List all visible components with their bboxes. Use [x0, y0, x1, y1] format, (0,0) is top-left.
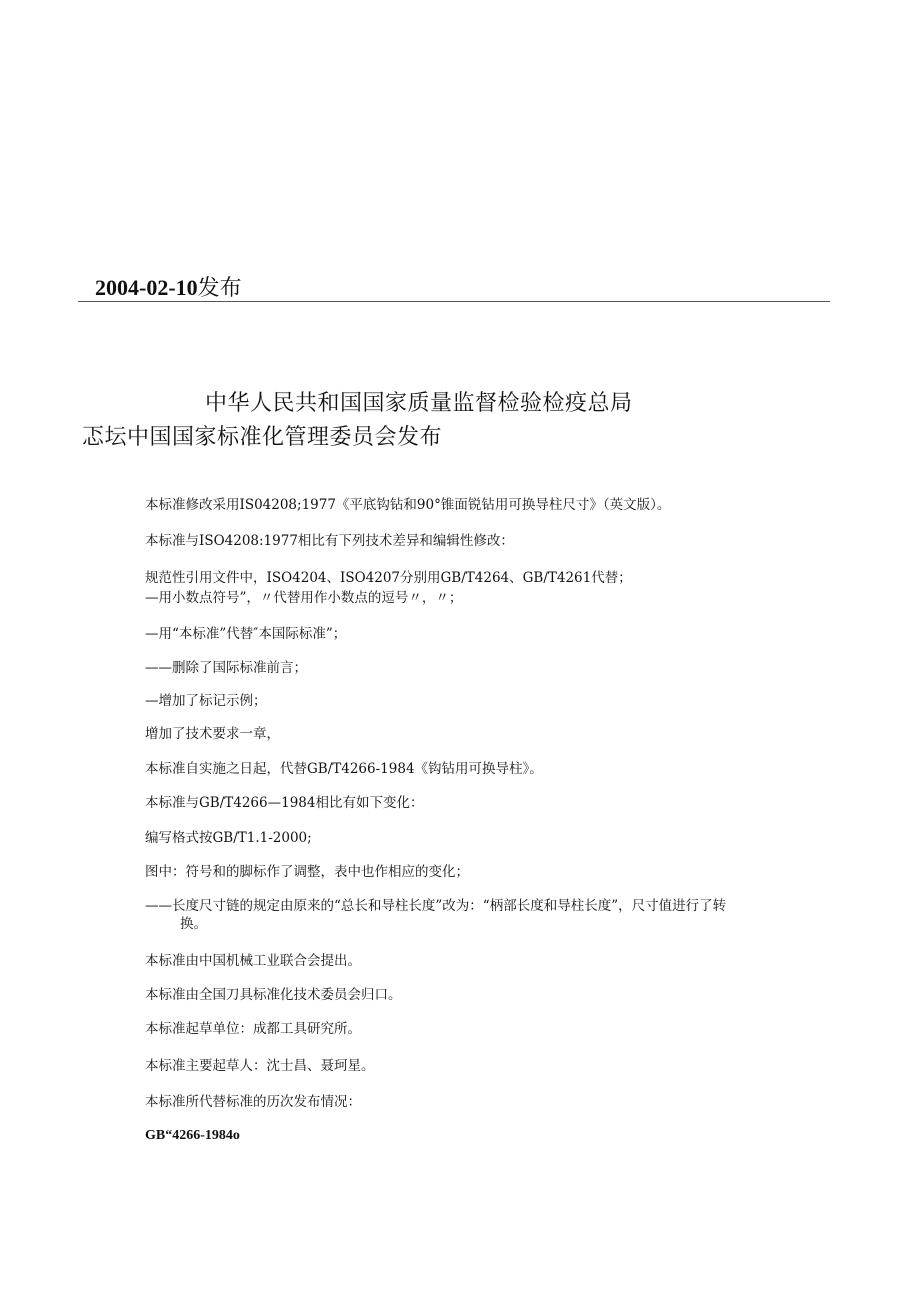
issue-date-line [95, 273, 242, 304]
paragraph-symbols: 图中：符号和的脚标作了调整，表中也作相应的变化； [145, 864, 469, 880]
paragraph-differences-intro: 本标准与ISO4208:1977相比有下列技术差异和编辑性修改： [145, 533, 514, 549]
issuer-line-2: 忑坛中国国家标准化管理委员会发布 [82, 425, 443, 450]
paragraph-normative-refs: 规范性引用文件中，ISO4204、ISO4207分别用GB/T4264、GB/T4261代替； [145, 570, 632, 586]
paragraph-this-standard: —用“本标准”代替″本国际标准”； [145, 626, 347, 642]
paragraph-drafting-unit: 本标准起草单位：成都工具研究所。 [145, 1021, 361, 1037]
paragraph-format: 编写格式按GB/T1.1-2000; [145, 830, 312, 846]
paragraph-adoption: 本标准修改采用IS04208;1977《平底钩钻和90°锥面锐钻用可换导柱尺寸》（英文版）。 [145, 497, 671, 513]
issuer-line-1: 中华人民共和国国家质量监督检验检疫总局 [205, 391, 633, 416]
paragraph-length-chain-line-1: ——长度尺寸链的规定由原来的“总长和导柱长度”改为：“柄部长度和导柱长度”，尺寸值进行了转 [145, 898, 727, 914]
paragraph-length-chain [145, 897, 815, 933]
paragraph-length-chain-line-2: 换。 [180, 916, 207, 932]
paragraph-changes-intro: 本标准与GB/T4266—1984相比有如下变化： [145, 795, 424, 811]
paragraph-decimal-point: —用小数点符号”，〃代替用作小数点的逗号〃，〃； [145, 590, 463, 606]
issue-date-suffix: 发布 [197, 276, 242, 301]
paragraph-marking-example: —增加了标记示例； [145, 693, 267, 709]
paragraph-drafters: 本标准主要起草人：沈士昌、聂珂星。 [145, 1058, 375, 1074]
paragraph-centralized-by: 本标准由全国刀具标准化技术委员会归口。 [145, 987, 402, 1003]
issue-date: 2004-02-10 [95, 275, 198, 300]
paragraph-replaces: 本标准自实施之日起，代替GB/T4266-1984《钩钻用可换导柱》。 [145, 761, 543, 777]
replaced-standard-code: GB“4266-1984o [145, 1128, 240, 1143]
header-divider [78, 301, 830, 302]
paragraph-proposed-by: 本标准由中国机械工业联合会提出。 [145, 953, 361, 969]
paragraph-foreword-removed: ——删除了国际标准前言； [145, 660, 307, 676]
paragraph-technical-requirements: 增加了技术要求一章， [145, 726, 280, 742]
paragraph-history: 本标准所代替标准的历次发布情况： [145, 1094, 361, 1110]
